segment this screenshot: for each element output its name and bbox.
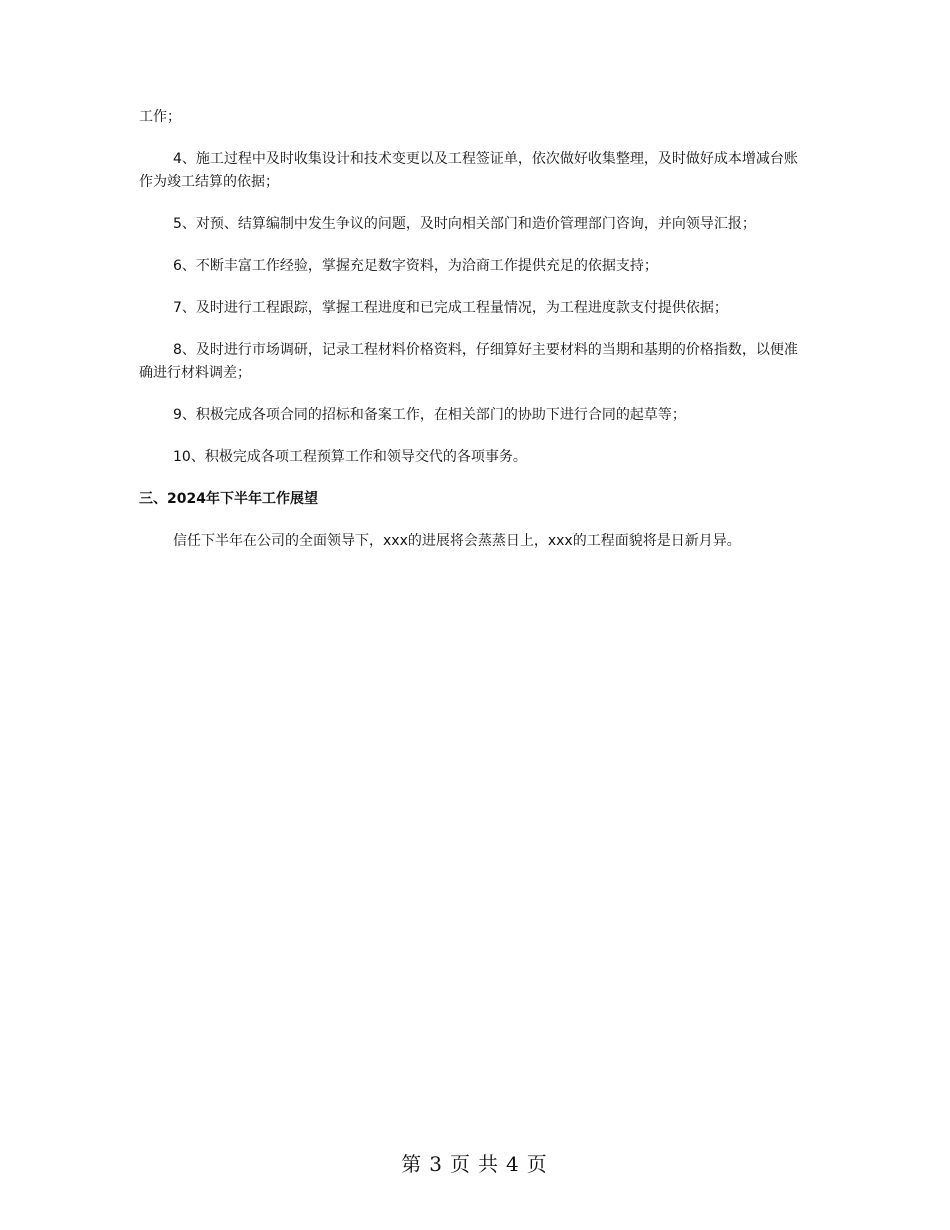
total-pages-number: 4 (506, 1152, 521, 1176)
footer-label-gong: 共 (478, 1152, 500, 1176)
footer-label-ye-2: 页 (526, 1152, 549, 1176)
section-heading: 三、2024年下半年工作展望 (139, 491, 318, 507)
footer-label-di: 第 (401, 1152, 424, 1176)
list-item-10: 10、积极完成各项工程预算工作和领导交代的各项事务。 (173, 449, 527, 465)
list-item-4: 4、施工过程中及时收集设计和技术变更以及工程签证单，依次做好收集整理，及时做好成本增减台账作为竣工结算的依据； (139, 151, 798, 190)
footer-label-ye: 页 (450, 1152, 472, 1176)
document-body (139, 106, 811, 572)
closing-paragraph: 信任下半年在公司的全面领导下，xxx的进展将会蒸蒸日上，xxx的工程面貌将是日新月异。 (173, 533, 741, 549)
list-item-6: 6、不断丰富工作经验，掌握充足数字资料，为洽商工作提供充足的依据支持； (173, 258, 658, 274)
current-page-number: 3 (429, 1152, 444, 1176)
list-item-9: 9、积极完成各项合同的招标和备案工作，在相关部门的协助下进行合同的起草等； (173, 407, 686, 423)
page-footer (0, 1148, 950, 1177)
paragraph-continuation: 工作； (139, 109, 181, 125)
list-item-7: 7、及时进行工程跟踪，掌握工程进度和已完成工程量情况，为工程进度款支付提供依据； (173, 300, 728, 316)
list-item-8: 8、及时进行市场调研，记录工程材料价格资料，仔细算好主要材料的当期和基期的价格指数，以便准确进行材料调差； (139, 342, 798, 381)
list-item-5: 5、对预、结算编制中发生争议的问题，及时向相关部门和造价管理部门咨询，并向领导汇报； (173, 216, 756, 232)
